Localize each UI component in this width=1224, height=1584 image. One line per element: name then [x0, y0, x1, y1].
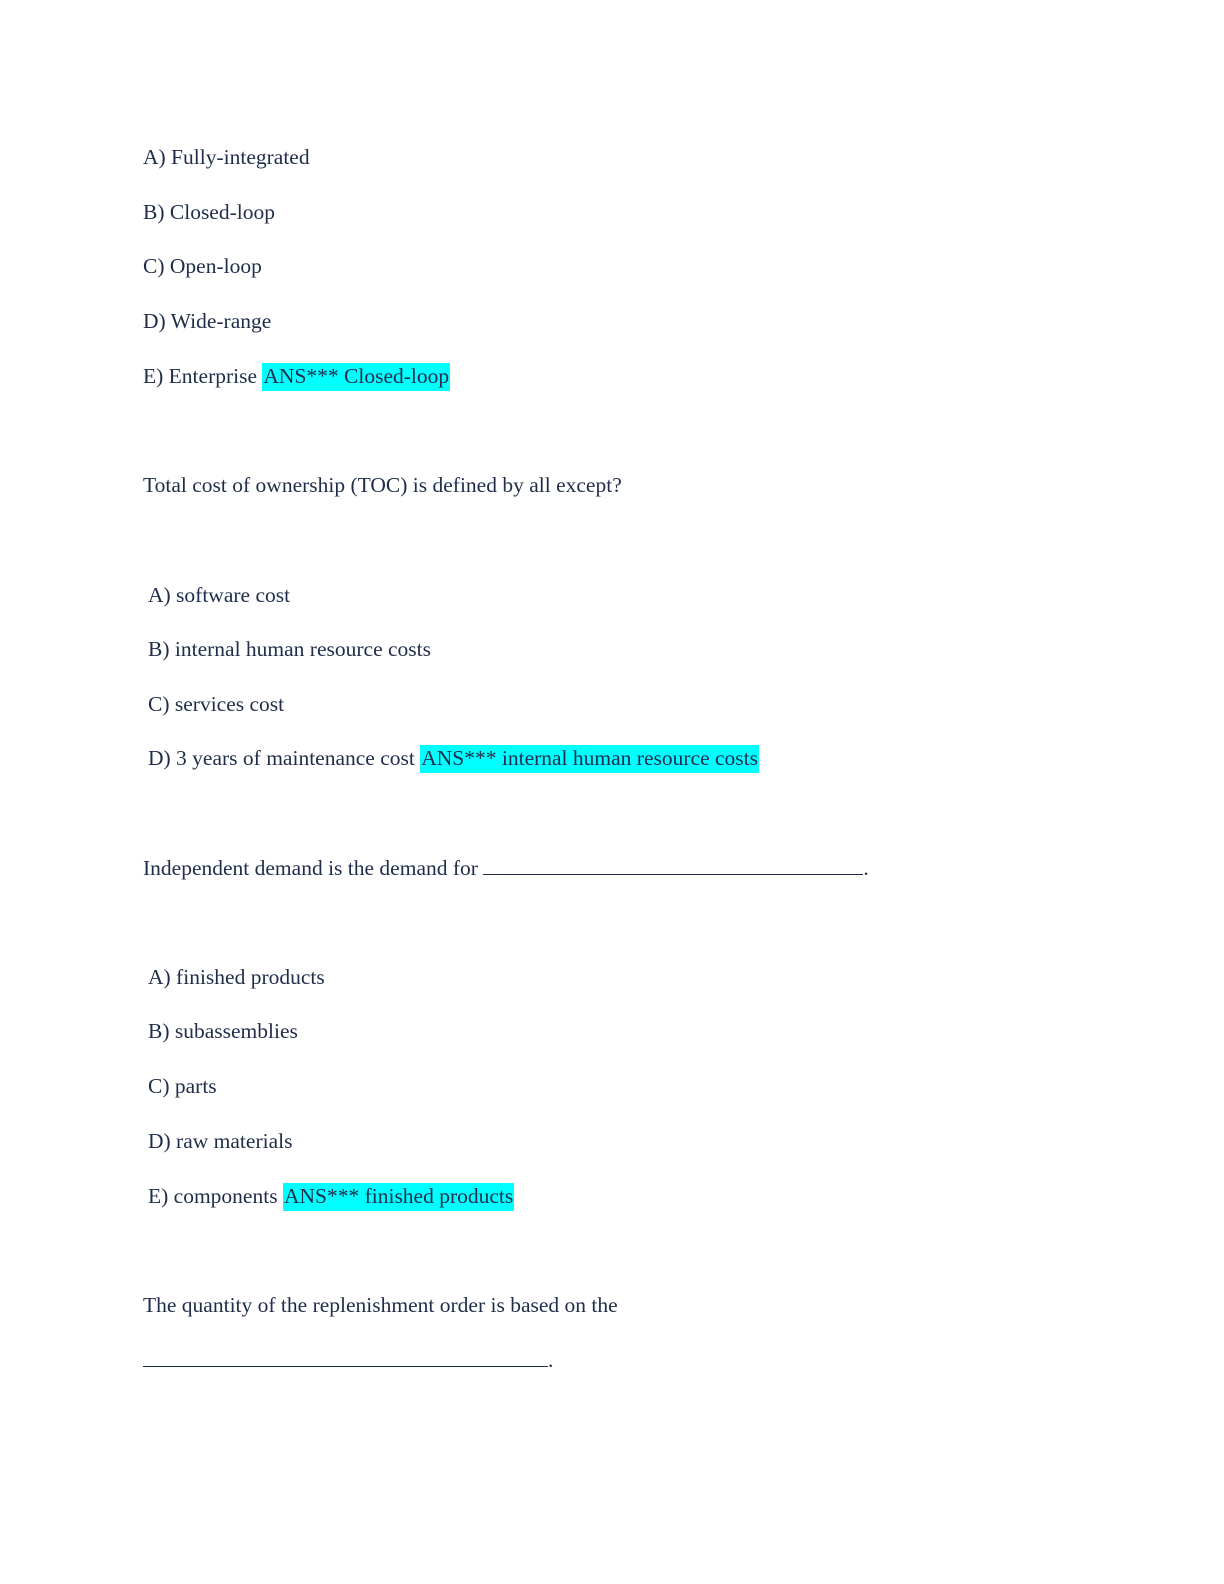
q2-option-d: D) 3 years of maintenance cost ANS*** internal human resource costs [148, 744, 759, 772]
q3-answer-highlight: ANS*** finished products [283, 1183, 514, 1211]
q1-option-b: B) Closed-loop [143, 200, 275, 224]
q3-question: Independent demand is the demand for . [143, 856, 869, 880]
q3-option-e: E) components ANS*** finished products [148, 1182, 514, 1210]
q4-question: The quantity of the replenishment order is based on the [143, 1293, 618, 1317]
q3-fill-in-blank [483, 856, 863, 875]
q2-option-c: C) services cost [148, 692, 285, 716]
q3-option-d: D) raw materials [148, 1129, 293, 1153]
q2-option-a: A) software cost [148, 583, 291, 607]
q3-option-c: C) parts [148, 1074, 217, 1098]
q4-fill-in-blank [143, 1348, 548, 1367]
q2-question: Total cost of ownership (TOC) is defined by all except? [143, 473, 622, 497]
q1-option-a: A) Fully-integrated [143, 145, 310, 169]
q3-option-b: B) subassemblies [148, 1019, 298, 1043]
q2-answer-highlight: ANS*** internal human resource costs [420, 745, 759, 773]
q1-option-c: C) Open-loop [143, 254, 262, 278]
q2-option-b: B) internal human resource costs [148, 637, 431, 661]
q1-option-d: D) Wide-range [143, 309, 272, 333]
q1-option-e: E) Enterprise ANS*** Closed-loop [143, 362, 450, 390]
q3-option-a: A) finished products [148, 965, 325, 989]
q4-blank-line: . [143, 1346, 553, 1374]
q1-answer-highlight: ANS*** Closed-loop [262, 363, 450, 391]
